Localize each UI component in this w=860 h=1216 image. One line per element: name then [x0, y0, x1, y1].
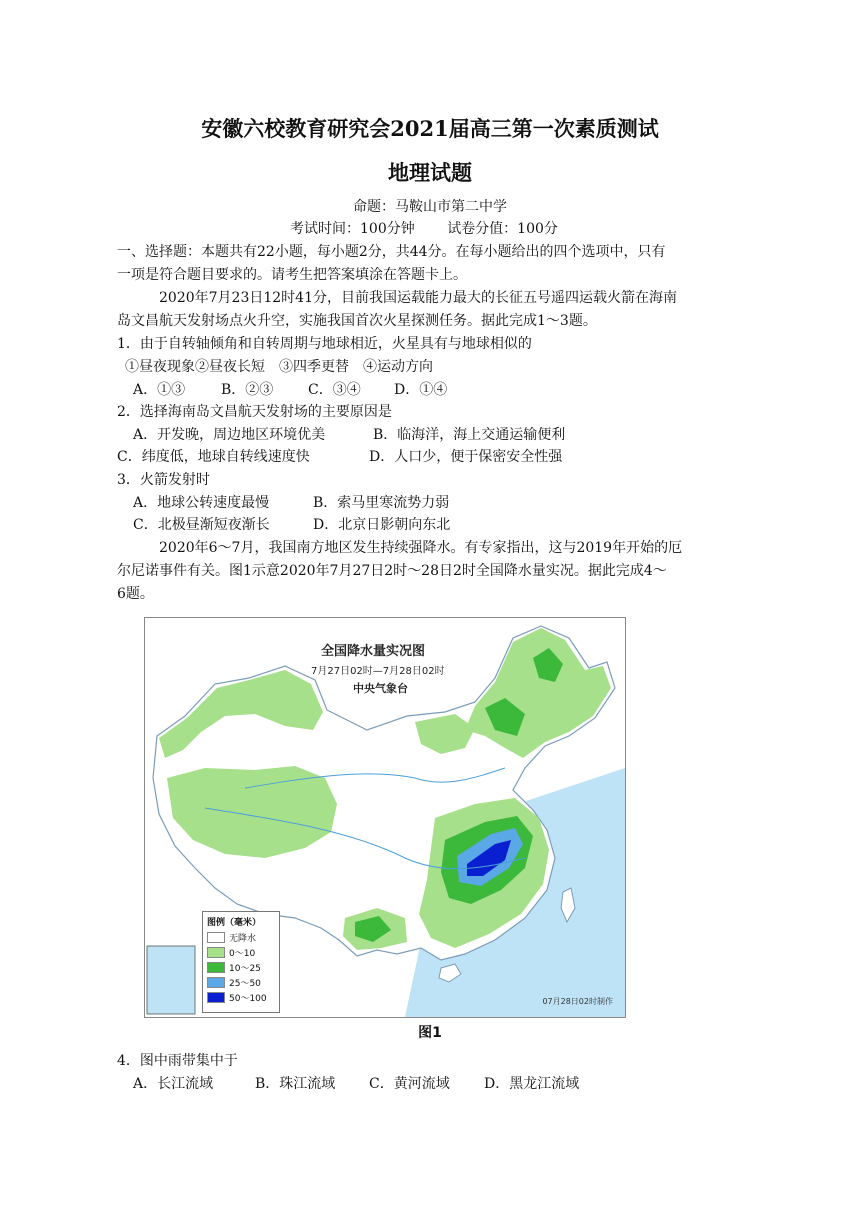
map-stamp: 07月28日02时制作	[542, 997, 613, 1006]
legend-item	[207, 930, 275, 945]
section-intro-line1: 一、选择题：本题共有22小题，每小题2分，共44分。在每小题给出的四个选项中，只有	[117, 244, 666, 260]
passage2-line1: 2020年6～7月，我国南方地区发生持续强降水。有专家指出，这与2019年开始的厄	[159, 540, 683, 556]
q1-option-c: C．③④	[308, 382, 361, 398]
q4-option-d: D．黑龙江流域	[484, 1076, 580, 1092]
exam-time: 考试时间：100分钟	[290, 221, 415, 237]
figure-caption: 图1	[418, 1025, 442, 1041]
legend-item	[207, 960, 275, 975]
q2-option-a: A．开发晚，周边地区环境优美	[133, 427, 326, 443]
legend-label: 25～50	[229, 979, 261, 989]
map-period: 7月27日02时—7月28日02时	[311, 666, 445, 677]
q4-stem: 4．图中雨带集中于	[117, 1053, 238, 1069]
q1-stem: 1．由于自转轴倾角和自转周期与地球相近，火星具有与地球相似的	[117, 336, 532, 352]
q2-option-c: C．纬度低，地球自转线速度快	[117, 449, 310, 465]
legend-swatch	[207, 962, 225, 973]
legend-label: 10～25	[229, 964, 261, 974]
q1-items: ①昼夜现象②昼夜长短 ③四季更替 ④运动方向	[125, 359, 433, 375]
map-title: 全国降水量实况图	[321, 644, 426, 659]
legend-label: 50～100	[229, 994, 267, 1004]
q1-option-d: D．①④	[394, 382, 448, 398]
legend-swatch	[207, 947, 225, 958]
legend-item	[207, 990, 275, 1005]
page-subtitle: 地理试题	[388, 160, 472, 185]
q4-option-c: C．黄河流域	[369, 1076, 450, 1092]
map-legend	[202, 911, 280, 1013]
q4-option-b: B．珠江流域	[255, 1076, 336, 1092]
q2-option-d: D．人口少，便于保密安全性强	[369, 449, 563, 465]
legend-label: 0～10	[229, 949, 256, 959]
passage1-line1: 2020年7月23日12时41分，目前我国运载能力最大的长征五号遥四运载火箭在海南	[159, 290, 677, 306]
q3-option-c: C．北极昼渐短夜渐长	[133, 517, 270, 533]
legend-title: 图例（毫米）	[207, 918, 262, 928]
map-source: 中央气象台	[353, 682, 408, 695]
q1-option-b: B．②③	[221, 382, 274, 398]
legend-item	[207, 945, 275, 960]
legend-swatch	[207, 977, 225, 988]
passage2-line3: 6题。	[117, 586, 154, 602]
q4-option-a: A．长江流域	[133, 1076, 214, 1092]
q2-option-b: B．临海洋，海上交通运输便利	[373, 427, 566, 443]
legend-swatch	[207, 992, 225, 1003]
precipitation-map	[144, 617, 626, 1018]
legend-item	[207, 975, 275, 990]
q1-option-a: A．①③	[133, 382, 186, 398]
q3-option-a: A．地球公转速度最慢	[133, 495, 270, 511]
exam-info	[290, 218, 558, 240]
passage2-line2: 尔尼诺事件有关。图1示意2020年7月27日2时～28日2时全国降水量实况。据此完成4～	[117, 563, 667, 579]
q3-option-d: D．北京日影朝向东北	[313, 517, 451, 533]
q2-stem: 2．选择海南岛文昌航天发射场的主要原因是	[117, 404, 392, 420]
page-title: 安徽六校教育研究会2021届高三第一次素质测试	[201, 116, 659, 141]
q3-stem: 3．火箭发射时	[117, 472, 210, 488]
q3-option-b: B．索马里寒流势力弱	[313, 495, 450, 511]
exam-score: 试卷分值：100分	[447, 221, 558, 237]
legend-label: 无降水	[229, 934, 257, 944]
passage1-line2: 岛文昌航天发射场点火升空，实施我国首次火星探测任务。据此完成1～3题。	[117, 313, 597, 329]
author-line: 命题：马鞍山市第二中学	[353, 199, 507, 215]
legend-swatch	[207, 932, 225, 943]
section-intro-line2: 一项是符合题目要求的。请考生把答案填涂在答题卡上。	[117, 267, 467, 283]
